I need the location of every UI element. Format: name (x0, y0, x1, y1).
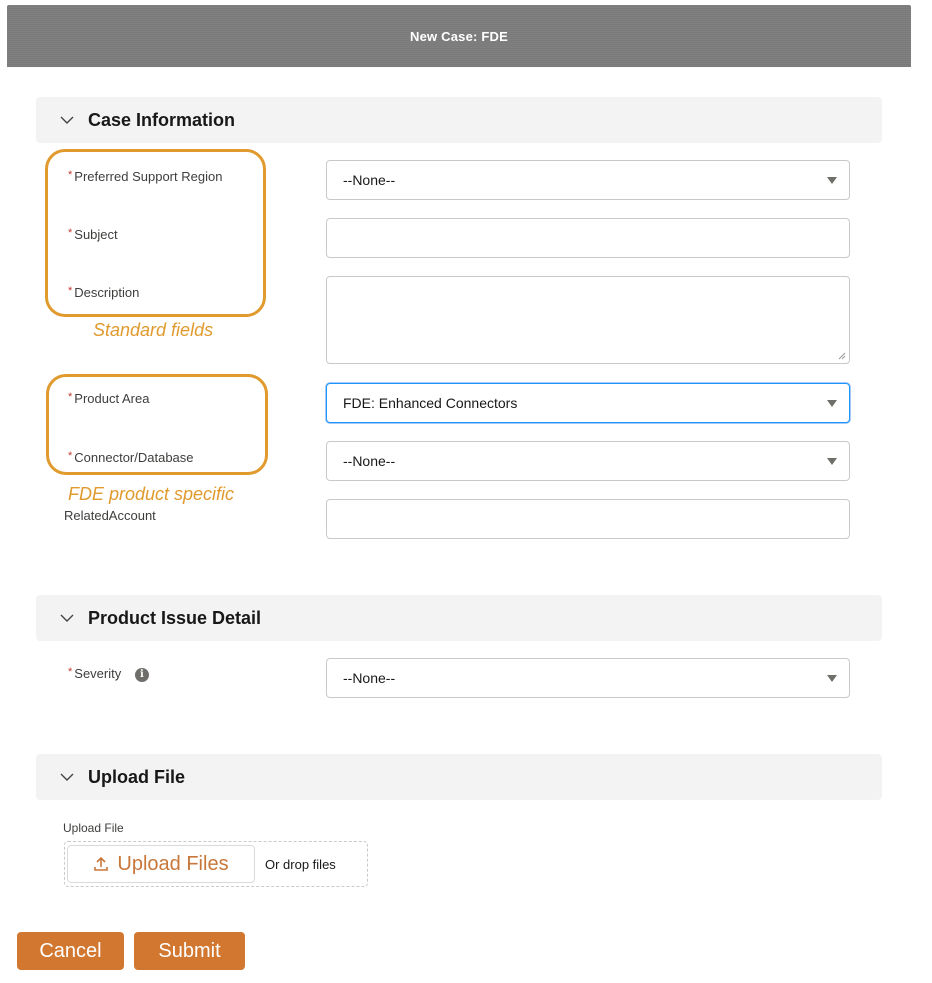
description-textarea[interactable] (326, 276, 850, 364)
select-value: --None-- (343, 670, 396, 686)
chevron-down-icon (60, 770, 74, 784)
region-label: * Preferred Support Region (68, 169, 223, 184)
required-marker: * (68, 169, 73, 181)
caret-down-icon (827, 400, 837, 407)
caret-down-icon (827, 177, 837, 184)
required-marker: * (68, 285, 73, 297)
preferred-support-region-select[interactable] (326, 160, 850, 200)
select-value: --None-- (343, 172, 396, 188)
severity-label: * Severity i (68, 666, 149, 682)
section-title: Upload File (88, 766, 186, 787)
product-area-select[interactable] (326, 383, 850, 423)
select-value: FDE: Enhanced Connectors (343, 395, 518, 411)
connector-label: * Connector/Database (68, 450, 194, 465)
caret-down-icon (827, 675, 837, 682)
subject-label: * Subject (68, 227, 118, 242)
upload-file-label: Upload File (63, 821, 124, 835)
section-case-information[interactable] (36, 97, 882, 143)
chevron-down-icon (60, 113, 74, 127)
connector-database-select[interactable] (326, 441, 850, 481)
required-marker: * (68, 227, 73, 239)
upload-icon (93, 856, 109, 872)
chevron-down-icon (60, 611, 74, 625)
select-value: --None-- (343, 453, 396, 469)
submit-button[interactable]: Submit (134, 932, 245, 970)
resize-handle-icon[interactable] (838, 352, 846, 360)
upload-files-label: Upload Files (117, 852, 229, 875)
related-account-input[interactable] (326, 499, 850, 539)
section-product-issue-detail[interactable] (36, 595, 882, 641)
caret-down-icon (827, 458, 837, 465)
required-marker: * (68, 666, 73, 678)
upload-files-button[interactable] (67, 845, 255, 883)
cancel-button[interactable]: Cancel (17, 932, 124, 970)
section-title: Product Issue Detail (88, 607, 262, 628)
drop-files-text: Or drop files (265, 857, 336, 872)
description-label: * Description (68, 285, 140, 300)
product-area-label: * Product Area (68, 391, 150, 406)
required-marker: * (68, 450, 73, 462)
section-upload-file[interactable] (36, 754, 882, 800)
modal-title: New Case: FDE (410, 28, 508, 44)
severity-select[interactable] (326, 658, 850, 698)
info-icon[interactable]: i (135, 668, 149, 682)
section-title: Case Information (88, 109, 236, 130)
related-account-label: RelatedAccount (64, 508, 156, 523)
standard-fields-annotation: Standard fields (93, 320, 214, 340)
modal-header (7, 5, 911, 67)
fde-fields-annotation: FDE product specific (68, 484, 235, 504)
required-marker: * (68, 391, 73, 403)
subject-input[interactable] (326, 218, 850, 258)
